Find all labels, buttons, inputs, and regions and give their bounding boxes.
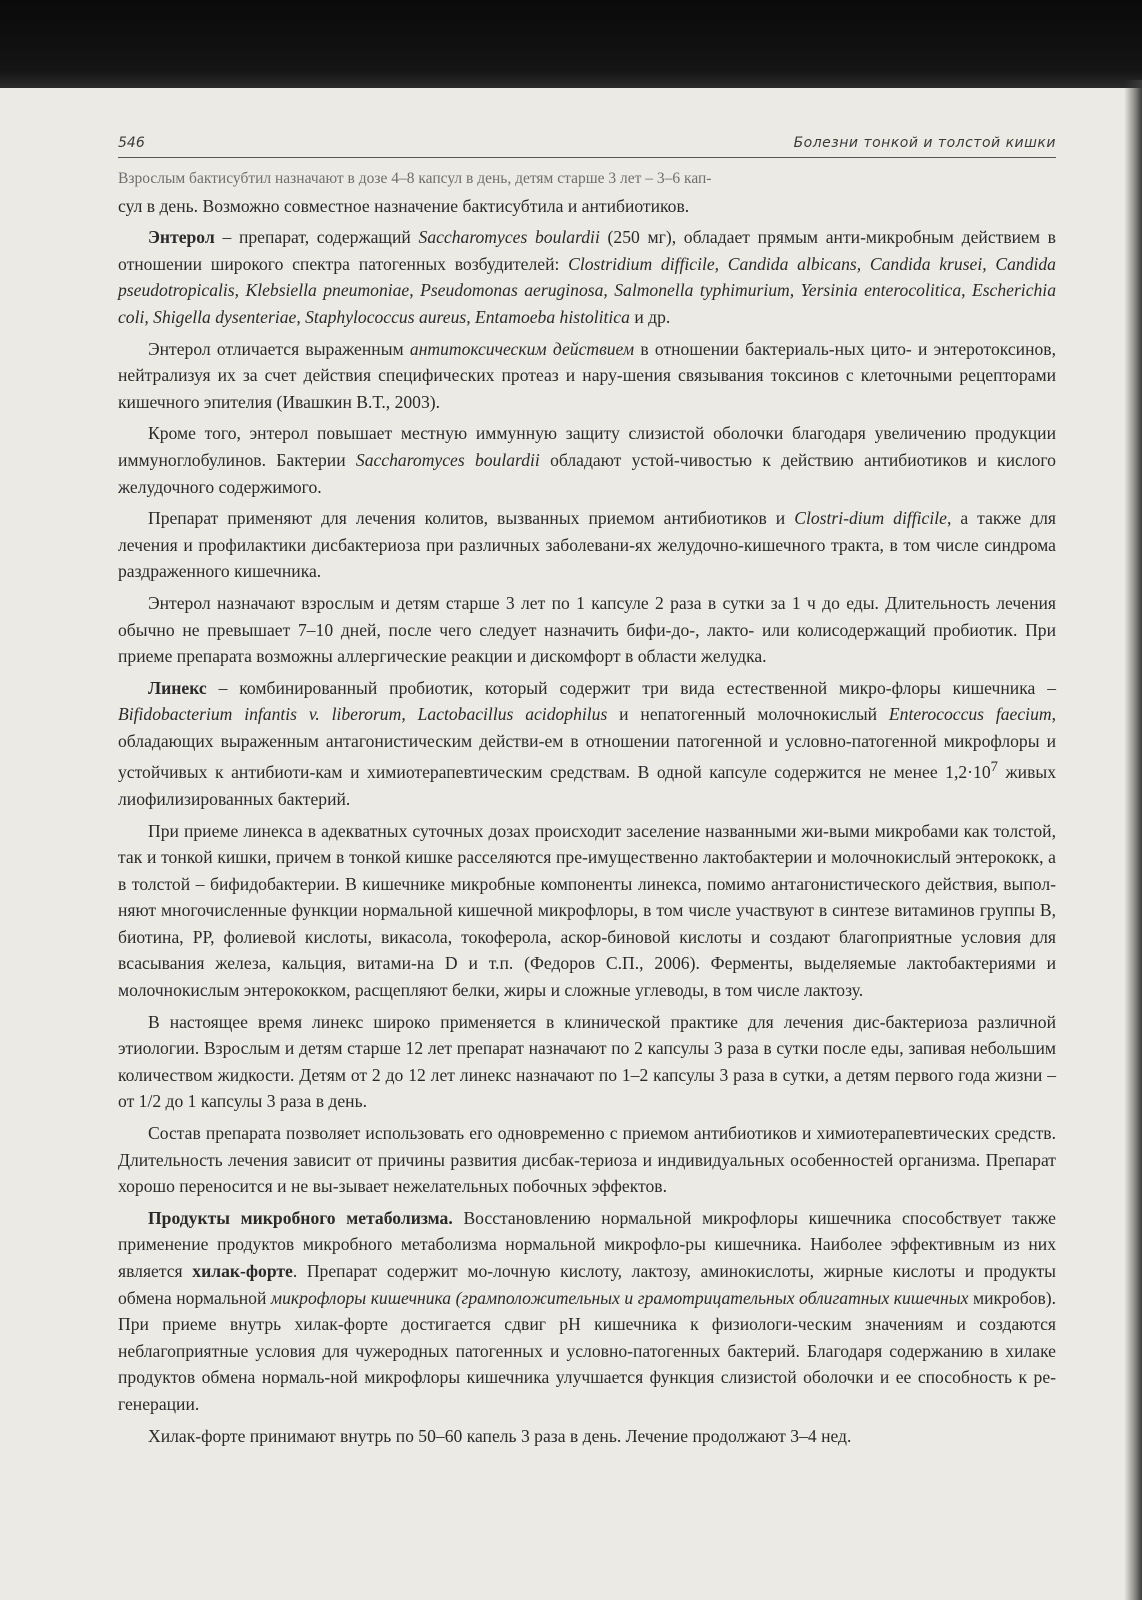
exponent: 7 — [990, 759, 998, 776]
paragraph-linex-dosage — [118, 1009, 1056, 1115]
text-run: При приеме линекса в адекватных суточных дозах происходит заселение названными жи-выми микробами как толстой, так и тонкой кишки, причем в тонкой кишке расселяются пре-имущественно лактобактерии и молочнокислый энтерококк, а в толстой – бифидобактерии. В кишечнике микробные компоненты линекса, помимо антагонистического действия, выпол-няют многочисленные функции нормальной кишечной микрофлоры, в том числе участвуют в синтезе витаминов группы В, биотина, РР, фолиевой кислоты, викасола, токоферола, аскор-биновой кислоты и создают благоприятные условия для всасывания железа, кальция, витами-на D и т.п. (Федоров С.П., 2006). Ферменты, выделяемые лактобактериями и молочнокислым энтерококком, расщепляют белки, жиры и сложные углеводы, в том числе лактозу. — [118, 820, 1056, 1001]
paragraph-enterol-antitoxic — [118, 336, 1056, 416]
text-run: живых лиофилизированных бактерий. — [118, 762, 1056, 809]
species-name: Clostri-dium difficile — [794, 508, 947, 529]
term-linex: Линекс — [148, 677, 207, 698]
text-run: сул в день. Возможно совместное назначение бактисубтила и антибиотиков. — [118, 195, 690, 216]
page-body — [118, 164, 1056, 1449]
paragraph-linex — [118, 675, 1056, 813]
text-run: В настоящее время линекс широко применяется в клинической практике для лечения дис-бактериоза различной этиологии. Взрослым и детям старше 12 лет препарат назначают по 2 капсулы 3 раза в сутки после еды, запивая небольшим количеством жидкости. Детям от 2 до 12 лет линекс назначают по 1–2 капсулы 3 раза в сутки, а детям первого года жизни – от 1/2 до 1 капсулы 3 раза в день. — [118, 1011, 1056, 1112]
paragraph-enterol-dosage — [118, 590, 1056, 670]
text-run: Энтерол отличается выраженным — [148, 338, 410, 359]
paragraph-linex-action — [118, 818, 1056, 1004]
paragraph-linex-compatibility — [118, 1120, 1056, 1200]
species-list: Bifidobacterium infantis v. liberorum, Lactobacillus acidophilus — [118, 704, 608, 725]
page-header — [118, 135, 1056, 158]
text-run: обладают устой-чивостью к действию антибиотиков и кислого желудочного содержимого. — [118, 449, 1056, 497]
book-page — [118, 135, 1056, 1454]
scan-dark-band — [0, 0, 1142, 88]
scan-page-edge — [1124, 80, 1142, 1600]
text-run: (250 мг), обладает прямым анти-микробным действием в отношении широкого спектра патогенных возбудителей: — [118, 227, 1056, 274]
text-run: в отношении бактериаль-ных цито- и энтеротоксинов, нейтрализуя их за счет действия специфических протеаз и нару-шения связывания токсинов с клеточными рецепторами кишечного эпителия (Ивашкин В.Т., 2003). — [118, 338, 1056, 412]
text-run: . Препарат содержит мо-лочную кислоту, лактозу, аминокислоты, жирные кислоты и продукты обмена нормальной — [118, 1261, 1056, 1308]
text-run: – комбинированный пробиотик, который содержит три вида естественной микро-флоры кишечника – — [206, 677, 1056, 698]
term-enterol: Энтерол — [148, 227, 215, 248]
page-number: 546 — [118, 135, 145, 151]
paragraph-enterol-immune — [118, 420, 1056, 500]
text-run: и непатогенный молочнокислый — [607, 704, 889, 725]
paragraph-bactisubtil-dosage — [118, 164, 1056, 219]
species-name: Saccharomyces boulardii — [355, 449, 540, 470]
species-name: Enterococcus faecium — [888, 704, 1052, 725]
text-run: , а также для лечения и профилактики дисбактериоза при различных заболевани-ях желудочно-кишечного тракта, в том числе синдрома раздраженного кишечника. — [118, 508, 1057, 582]
text-run: – препарат, содержащий — [214, 227, 419, 248]
species-name: Saccharomyces boulardii — [418, 227, 600, 248]
paragraph-enterol — [118, 224, 1056, 330]
text-run: и др. — [629, 306, 671, 327]
paragraph-enterol-indications — [118, 505, 1056, 585]
paragraph-metabolic-products — [118, 1205, 1056, 1418]
text-run: , обладающих выраженным антагонистическим действи-ем в отношении патогенной и условно-патогенной микрофлоры и устойчивых к антибиоти-кам и химиотерапевтическим средствам. В одной капсуле содержится не менее 1,2·10 — [118, 704, 1056, 783]
paragraph-hilak-dosage — [118, 1423, 1056, 1450]
text-run: микробов). При приеме внутрь хилак-форте достигается сдвиг рН кишечника к физиологи-ческим значениям и создаются неблагоприятные условия для чужеродных патогенных и условно-патогенных бактерий. Благодаря содержанию в хилаке продуктов обмена нормаль-ной микрофлоры кишечника улучшается функция слизистой оболочки и ее способность к ре-генерации. — [118, 1287, 1057, 1414]
species-list: Clostridium difficile, Candida albicans, Candida krusei, Candida pseudotropicalis, Klebsiella pneumoniae, Pseudomonas aeruginosa, Salmonella typhimurium, Yersinia enterocolitica, Escherichia coli, Shigella dysenteriae, Staphylococcus aureus, Entamoeba histolitica — [118, 253, 1056, 327]
faded-line: Взрослым бактисубтил назначают в дозе 4–8 капсул в день, детям старше 3 лет – 3–6 кап- — [118, 170, 712, 187]
text-run: Хилак-форте принимают внутрь по 50–60 капель 3 раза в день. Лечение продолжают 3–4 нед. — [148, 1425, 852, 1446]
text-run: Кроме того, энтерол повышает местную иммунную защиту слизистой оболочки благодаря увеличению продукции иммуноглобулинов. Бактерии — [118, 423, 1056, 470]
text-run: Состав препарата позволяет использовать его одновременно с приемом антибиотиков и химиотерапевтических средств. Длительность лечения зависит от причины развития дисбак-териоза и индивидуальных особенностей организма. Препарат хорошо переносится и не вы-зывает нежелательных побочных эффектов. — [118, 1123, 1056, 1197]
text-run: Энтерол назначают взрослым и детям старше 3 лет по 1 капсуле 2 раза в сутки за 1 ч до еды. Длительность лечения обычно не превышает 7–10 дней, после чего следует назначить бифи-до-, лакто- или колисодержащий пробиотик. При приеме препарата возможны аллергические реакции и дискомфорт в области желудка. — [118, 592, 1056, 667]
text-run: Препарат применяют для лечения колитов, вызванных приемом антибиотиков и — [148, 508, 795, 529]
text-run: Восстановлению нормальной микрофлоры кишечника способствует также применение продуктов микробного метаболизма нормальной микрофло-ры кишечника. Наиболее эффективным из них является — [118, 1207, 1056, 1282]
term-hilak-forte: хилак-форте — [192, 1261, 293, 1282]
running-title: Болезни тонкой и толстой кишки — [793, 135, 1056, 151]
section-lead: Продукты микробного метаболизма. — [148, 1207, 453, 1228]
emphasis: антитоксическим действием — [409, 338, 635, 359]
emphasis: микрофлоры кишечника (грамположительных и грамотрицательных облигатных кишечных — [270, 1287, 969, 1308]
